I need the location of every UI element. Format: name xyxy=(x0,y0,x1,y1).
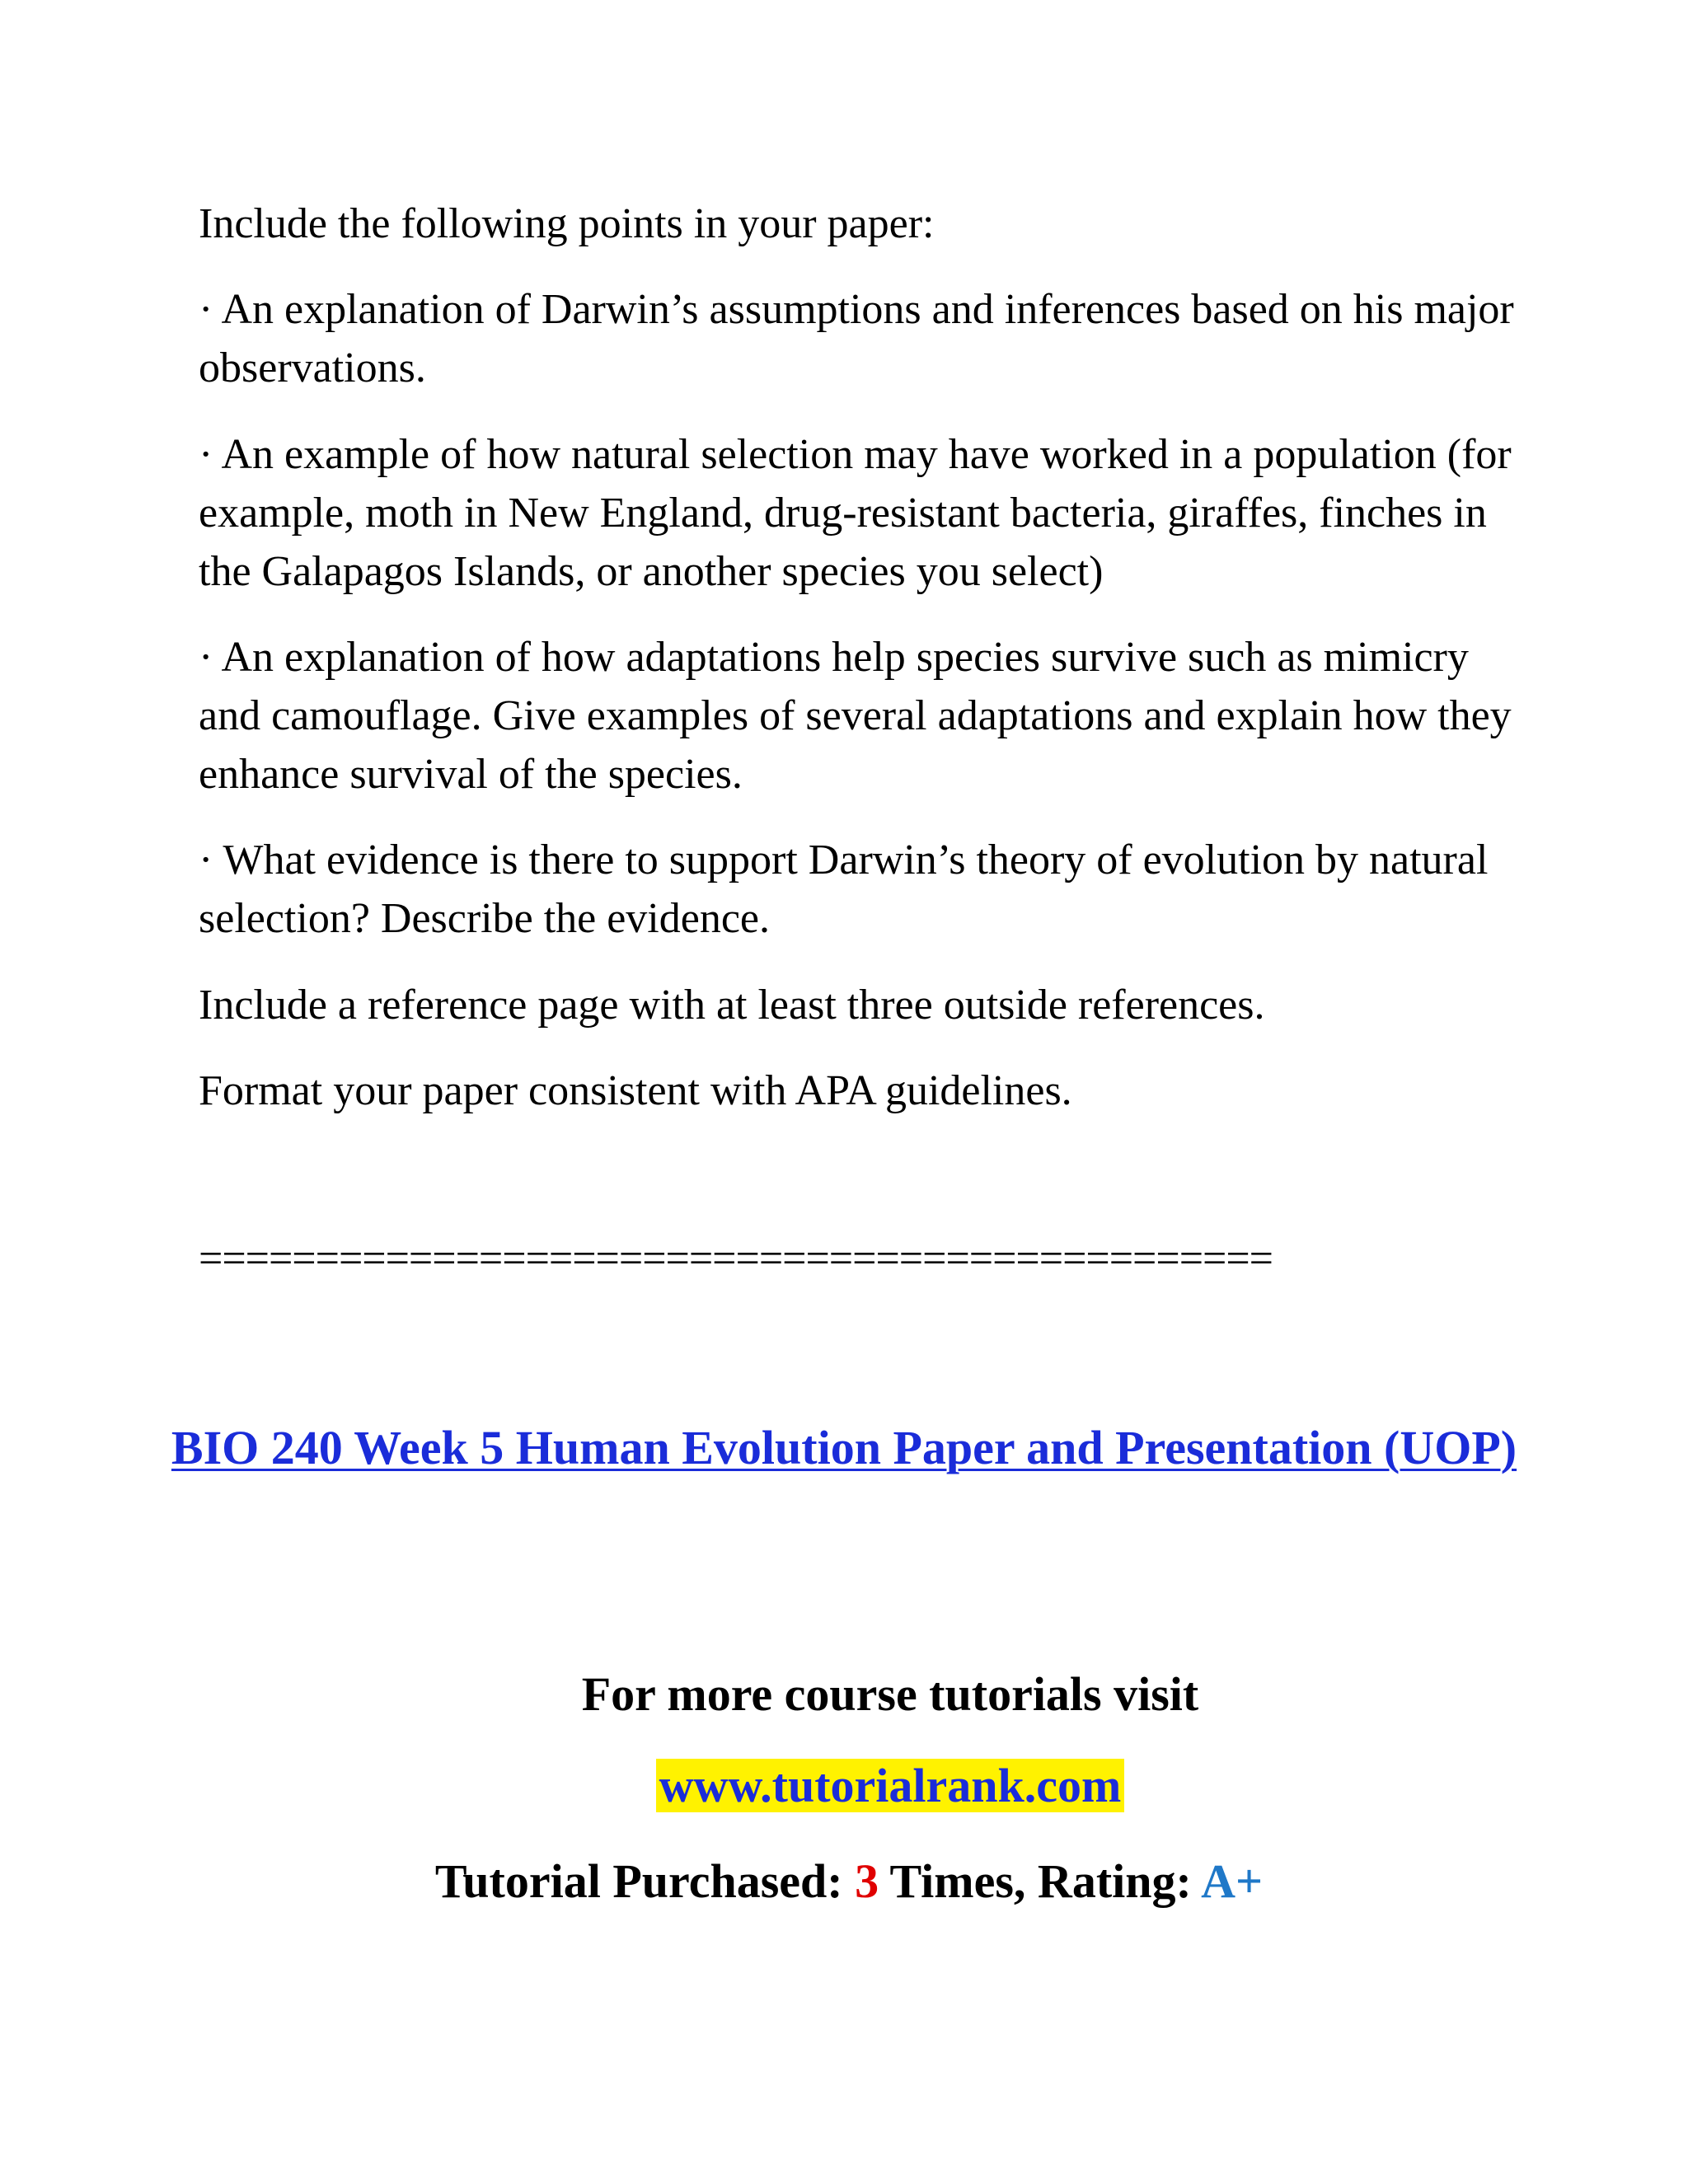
next-tutorial-link[interactable]: BIO 240 Week 5 Human Evolution Paper and Presentation (UOP) xyxy=(171,1421,1517,1474)
purchased-count: 3 xyxy=(855,1854,879,1908)
purchased-label: Tutorial Purchased: xyxy=(434,1854,843,1908)
format-paragraph: Format your paper consistent with APA guidelines. xyxy=(199,1067,1072,1114)
purchase-info xyxy=(0,1852,1688,1910)
references-paragraph: Include a reference page with at least three outside references. xyxy=(199,982,1265,1029)
bullet-assumptions: · An explanation of Darwin’s assumptions and inferences based on his major observations. xyxy=(199,286,1514,391)
rating-value: A+ xyxy=(1201,1854,1264,1908)
times-rating-label: Times, Rating: xyxy=(889,1854,1192,1908)
next-tutorial-heading xyxy=(0,1418,1688,1477)
bullet-evidence: · What evidence is there to support Darwin’s theory of evolution by natural selection? Describe the evidence. xyxy=(199,837,1489,942)
separator-line: ============================================== xyxy=(199,1235,1273,1282)
bullet-adaptations: · An explanation of how adaptations help species survive such as mimicry and camouflage. Give examples of several adaptations and explain how they enhance survival of the species. xyxy=(199,634,1512,798)
website-line xyxy=(0,1756,1688,1815)
visit-text: For more course tutorials visit xyxy=(581,1667,1199,1721)
website-link[interactable]: www.tutorialrank.com xyxy=(656,1759,1125,1812)
bullet-natural-selection-example: · An example of how natural selection may have worked in a population (for example, moth in New England, drug-resistant bacteria, giraffes, finches in the Galapagos Islands, or another species you select) xyxy=(199,431,1512,595)
intro-paragraph: Include the following points in your paper: xyxy=(199,200,935,247)
